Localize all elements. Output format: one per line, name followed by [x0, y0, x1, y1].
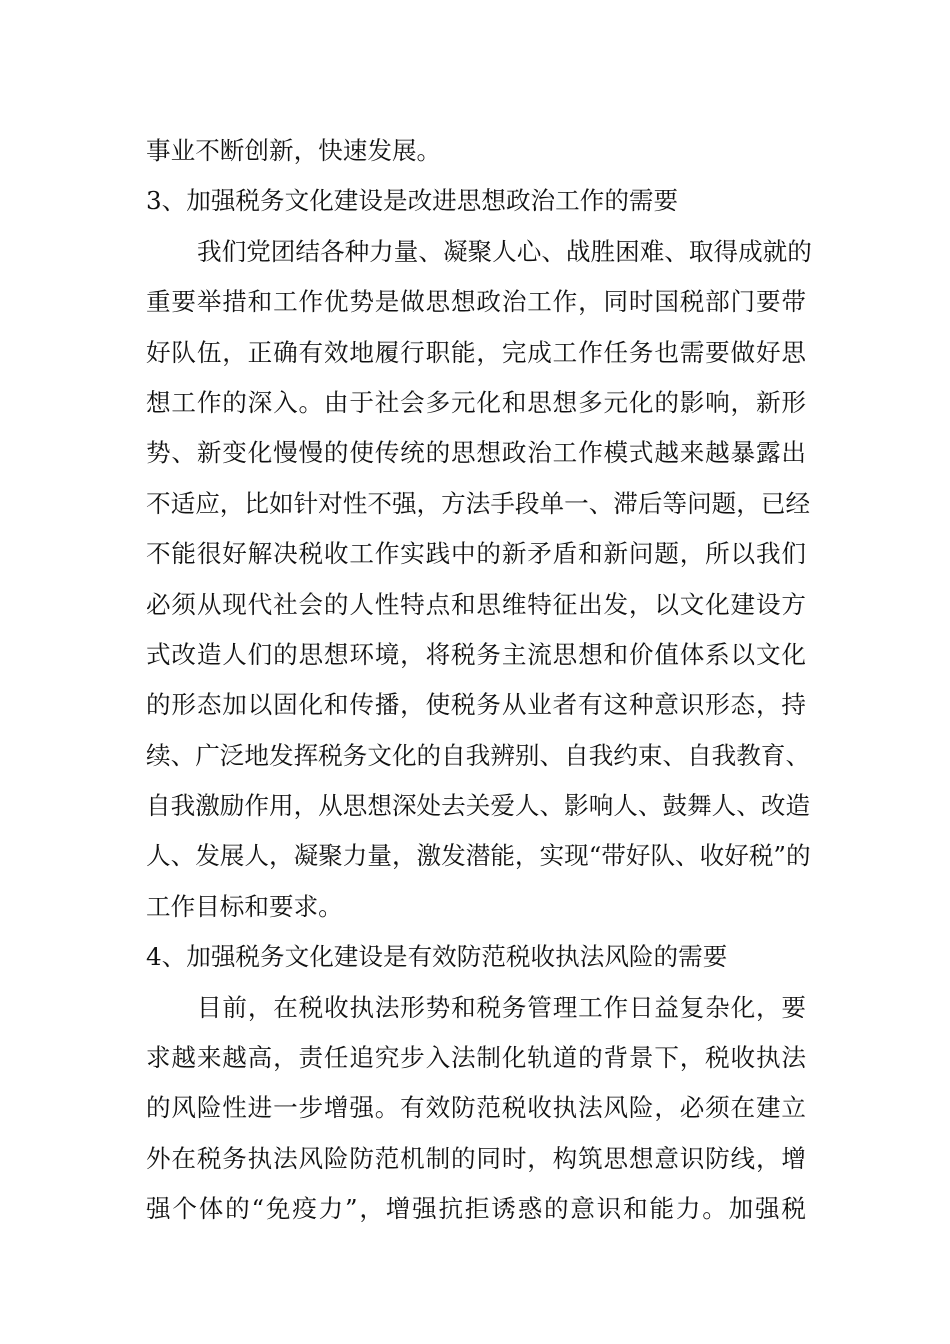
- paragraph-line: 我们党团结各种力量、凝聚人心、战胜困难、取得成就的: [197, 236, 812, 266]
- paragraph-line: 人、发展人，凝聚力量，激发潜能，实现“带好队、收好税”的: [146, 841, 811, 871]
- paragraph-line: 求越来越高，责任追究步入法制化轨道的背景下，税收执法: [146, 1043, 806, 1073]
- paragraph-line: 续、广泛地发挥税务文化的自我辨别、自我约束、自我教育、: [146, 740, 811, 770]
- paragraph-line: 好队伍，正确有效地履行职能，完成工作任务也需要做好思: [146, 337, 806, 367]
- paragraph-line: 工作目标和要求。: [146, 891, 343, 921]
- paragraph-line: 事业不断创新，快速发展。: [146, 136, 442, 165]
- document-body: [146, 126, 812, 1235]
- paragraph-line: 想工作的深入。由于社会多元化和思想多元化的影响，新形: [146, 387, 806, 417]
- paragraph-line: 不适应，比如针对性不强，方法手段单一、滞后等问题，已经: [146, 488, 811, 518]
- section-heading-3: 3、加强税务文化建设是改进思想政治工作的需要: [146, 186, 679, 216]
- paragraph-line: 式改造人们的思想环境，将税务主流思想和价值体系以文化: [146, 639, 806, 669]
- paragraph-line: 重要举措和工作优势是做思想政治工作，同时国税部门要带: [146, 287, 806, 317]
- paragraph-line: 外在税务执法风险防范机制的同时，构筑思想意识防线，增: [146, 1143, 806, 1173]
- paragraph-line: 的形态加以固化和传播，使税务从业者有这种意识形态，持: [146, 690, 806, 720]
- paragraph-line: 强个体的“免疫力”，增强抗拒诱惑的意识和能力。加强税: [146, 1194, 806, 1224]
- paragraph-line: 势、新变化慢慢的使传统的思想政治工作模式越来越暴露出: [146, 438, 806, 468]
- paragraph-line: 的风险性进一步增强。有效防范税收执法风险，必须在建立: [146, 1093, 806, 1123]
- section-heading-4: 4、加强税务文化建设是有效防范税收执法风险的需要: [146, 942, 728, 972]
- paragraph-line: 自我激励作用，从思想深处去关爱人、影响人、鼓舞人、改造: [146, 791, 811, 821]
- paragraph-line: 目前，在税收执法形势和税务管理工作日益复杂化，要: [197, 992, 806, 1022]
- paragraph-line: 必须从现代社会的人性特点和思维特征出发，以文化建设方: [146, 589, 806, 619]
- paragraph-line: 不能很好解决税收工作实践中的新矛盾和新问题，所以我们: [146, 539, 806, 569]
